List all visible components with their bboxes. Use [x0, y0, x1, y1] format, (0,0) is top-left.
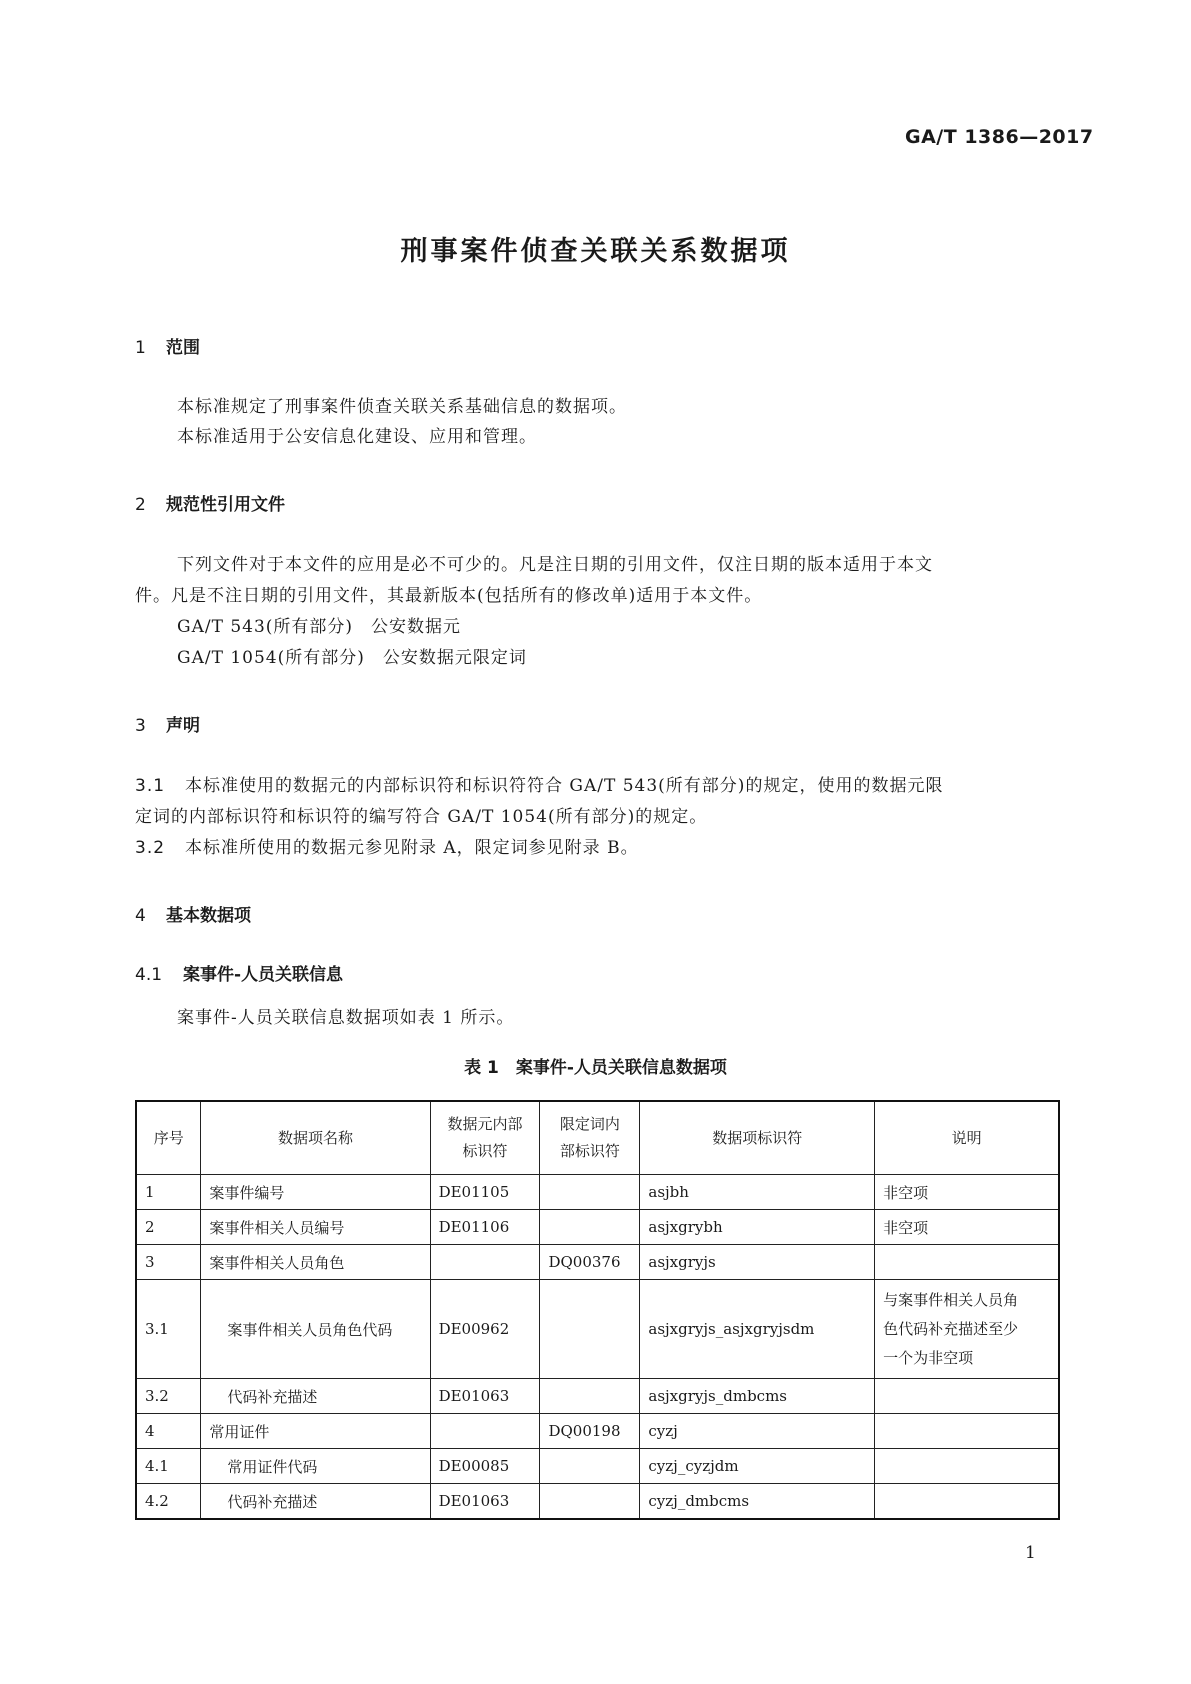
table-row	[136, 1449, 1059, 1484]
clause-text: 本标准所使用的数据元参见附录 A，限定词参见附录 B。	[185, 838, 639, 858]
cell-no: 4	[136, 1414, 201, 1449]
cell-note	[875, 1449, 1059, 1484]
cell-note	[875, 1414, 1059, 1449]
cell-de: DE01106	[430, 1210, 540, 1245]
cell-note: 非空项	[875, 1175, 1059, 1210]
section-number: 4	[135, 906, 146, 926]
cell-note	[875, 1379, 1059, 1414]
subsection-title: 案事件-人员关联信息	[183, 965, 344, 985]
clause-3-2	[135, 833, 639, 863]
table-row	[136, 1414, 1059, 1449]
cell-id: cyzj_dmbcms	[640, 1484, 875, 1520]
cell-id: asjbh	[640, 1175, 875, 1210]
section-number: 2	[135, 495, 146, 515]
cell-name: 案事件相关人员角色	[201, 1245, 430, 1280]
table-header-row	[136, 1101, 1059, 1175]
cell-dq	[540, 1175, 640, 1210]
section-2-heading	[135, 490, 285, 515]
normative-reference: GA/T 543(所有部分) 公安数据元	[177, 617, 462, 637]
note-line: 与案事件相关人员角	[883, 1290, 1019, 1309]
note-line: 色代码补充描述至少	[883, 1319, 1019, 1338]
section-title: 基本数据项	[166, 906, 251, 926]
table-row	[136, 1210, 1059, 1245]
header-line: 标识符	[462, 1142, 508, 1160]
cell-dq	[540, 1449, 640, 1484]
cell-note	[875, 1245, 1059, 1280]
header-cell: 说明	[875, 1101, 1059, 1175]
table-row	[136, 1175, 1059, 1210]
table-row	[136, 1245, 1059, 1280]
paragraph: 本标准规定了刑事案件侦查关联关系基础信息的数据项。	[177, 397, 627, 417]
header-cell: 序号	[136, 1101, 201, 1175]
cell-name: 案事件相关人员编号	[201, 1210, 430, 1245]
cell-no: 3.1	[136, 1280, 201, 1379]
cell-id: asjxgrybh	[640, 1210, 875, 1245]
section-4-heading	[135, 901, 251, 926]
cell-id: cyzj	[640, 1414, 875, 1449]
clause-number: 3.2	[135, 838, 166, 858]
cell-no: 3.2	[136, 1379, 201, 1414]
cell-id: asjxgryjs	[640, 1245, 875, 1280]
cell-name: 案事件相关人员角色代码	[201, 1280, 430, 1379]
table-row	[136, 1379, 1059, 1414]
cell-name: 代码补充描述	[201, 1484, 430, 1520]
paragraph: 定词的内部标识符和标识符的编写符合 GA/T 1054(所有部分)的规定。	[135, 807, 708, 827]
header-cell	[430, 1101, 540, 1175]
cell-dq: DQ00198	[540, 1414, 640, 1449]
subsection-number: 4.1	[135, 965, 163, 985]
paragraph: 下列文件对于本文件的应用是必不可少的。凡是注日期的引用文件，仅注日期的版本适用于本文	[177, 555, 933, 575]
cell-de	[430, 1245, 540, 1280]
cell-dq	[540, 1484, 640, 1520]
section-title: 范围	[166, 338, 200, 358]
cell-de: DE00962	[430, 1280, 540, 1379]
cell-name: 常用证件代码	[201, 1449, 430, 1484]
cell-note: 非空项	[875, 1210, 1059, 1245]
header-cell: 数据项标识符	[640, 1101, 875, 1175]
normative-reference: GA/T 1054(所有部分) 公安数据元限定词	[177, 648, 527, 668]
page-number: 1	[1025, 1543, 1036, 1563]
cell-id: cyzj_cyzjdm	[640, 1449, 875, 1484]
cell-note	[875, 1484, 1059, 1520]
cell-dq	[540, 1280, 640, 1379]
note-line: 一个为非空项	[883, 1348, 974, 1367]
section-number: 3	[135, 716, 146, 736]
cell-de: DE01105	[430, 1175, 540, 1210]
cell-name: 案事件编号	[201, 1175, 430, 1210]
data-items-table	[135, 1100, 1060, 1520]
cell-no: 4.1	[136, 1449, 201, 1484]
table-caption: 表 1 案事件-人员关联信息数据项	[464, 1058, 727, 1078]
cell-de: DE01063	[430, 1379, 540, 1414]
cell-id: asjxgryjs_asjxgryjsdm	[640, 1280, 875, 1379]
clause-number: 3.1	[135, 776, 166, 796]
document-title: 刑事案件侦查关联关系数据项	[400, 236, 791, 267]
standard-number: GA/T 1386—2017	[905, 126, 1094, 148]
clause-3-1	[135, 771, 943, 801]
header-line: 限定词内	[559, 1115, 620, 1133]
cell-no: 1	[136, 1175, 201, 1210]
cell-note	[875, 1280, 1059, 1379]
subsection-4-1-heading	[135, 960, 343, 985]
section-3-heading	[135, 711, 200, 736]
section-number: 1	[135, 338, 146, 358]
cell-de	[430, 1414, 540, 1449]
cell-id: asjxgryjs_dmbcms	[640, 1379, 875, 1414]
section-title: 规范性引用文件	[166, 495, 285, 515]
cell-dq	[540, 1210, 640, 1245]
section-1-heading	[135, 333, 200, 358]
section-title: 声明	[166, 716, 200, 736]
table-row	[136, 1280, 1059, 1379]
cell-name: 代码补充描述	[201, 1379, 430, 1414]
cell-de: DE01063	[430, 1484, 540, 1520]
header-line: 数据元内部	[447, 1115, 523, 1133]
cell-de: DE00085	[430, 1449, 540, 1484]
table-row	[136, 1484, 1059, 1520]
paragraph: 本标准适用于公安信息化建设、应用和管理。	[177, 427, 537, 447]
paragraph: 案事件-人员关联信息数据项如表 1 所示。	[177, 1008, 515, 1028]
cell-name: 常用证件	[201, 1414, 430, 1449]
cell-no: 3	[136, 1245, 201, 1280]
clause-text: 本标准使用的数据元的内部标识符和标识符符合 GA/T 543(所有部分)的规定，使用的数据元限	[185, 776, 944, 796]
cell-no: 2	[136, 1210, 201, 1245]
header-cell	[540, 1101, 640, 1175]
header-line: 部标识符	[559, 1142, 620, 1160]
cell-dq: DQ00376	[540, 1245, 640, 1280]
header-cell: 数据项名称	[201, 1101, 430, 1175]
cell-no: 4.2	[136, 1484, 201, 1520]
cell-dq	[540, 1379, 640, 1414]
paragraph: 件。凡是不注日期的引用文件，其最新版本(包括所有的修改单)适用于本文件。	[135, 586, 763, 606]
